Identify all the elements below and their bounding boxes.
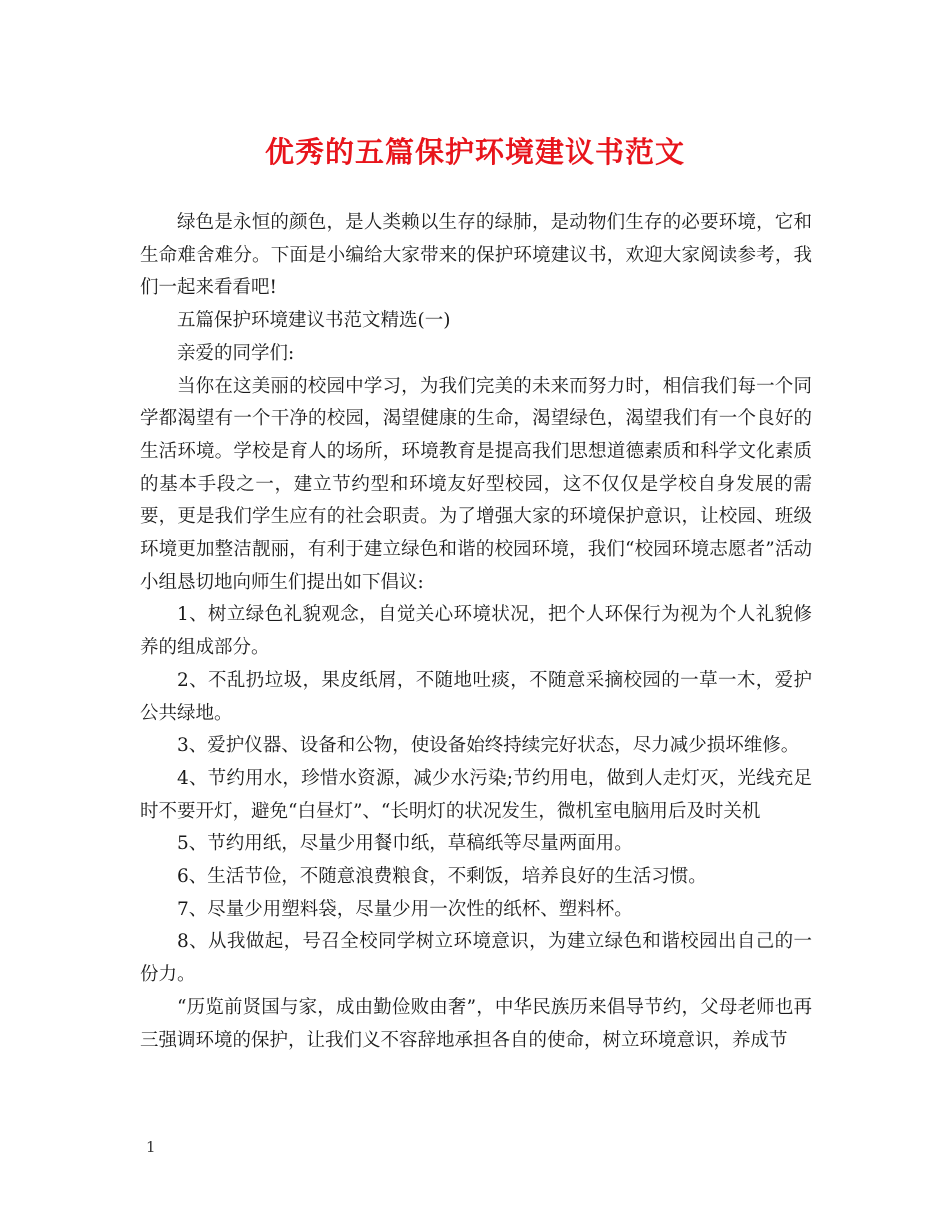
salutation: 亲爱的同学们: bbox=[177, 342, 295, 364]
page-number: 1 bbox=[146, 1138, 156, 1156]
list-item-7: 7、尽量少用塑料袋，尽量少用一次性的纸杯、塑料杯。 bbox=[177, 898, 633, 920]
intro-paragraph: 绿色是永恒的颜色，是人类赖以生存的绿肺，是动物们生存的必要环境，它和生命难舍难分。下面是小编给大家带来的保护环境建议书，欢迎大家阅读参考，我们一起来看看吧! bbox=[140, 212, 812, 299]
list-item-5: 5、节约用纸，尽量少用餐巾纸，草稿纸等尽量两面用。 bbox=[177, 833, 633, 855]
list-item-6: 6、生活节俭，不随意浪费粮食，不剩饭，培养良好的生活习惯。 bbox=[177, 866, 707, 888]
list-item-2: 2、不乱扔垃圾，果皮纸屑，不随地吐痰，不随意采摘校园的一草一木，爱护公共绿地。 bbox=[140, 669, 812, 724]
list-item-4: 4、节约用水，珍惜水资源，减少水污染;节约用电，做到人走灯灭，光线充足时不要开灯，避免“白昼灯”、“长明灯的状况发生，微机室电脑用后及时关机 bbox=[140, 767, 812, 822]
list-item-3: 3、爱护仪器、设备和公物，使设备始终持续完好状态，尽力减少损坏维修。 bbox=[177, 735, 800, 757]
section-heading: 五篇保护环境建议书范文精选(一) bbox=[177, 310, 451, 332]
document-body bbox=[140, 207, 812, 1057]
document-title: 优秀的五篇保护环境建议书范文 bbox=[264, 135, 685, 169]
list-item-8: 8、从我做起，号召全校同学树立环境意识，为建立绿色和谐校园出自己的一份力。 bbox=[140, 931, 812, 986]
list-item-1: 1、树立绿色礼貌观念，自觉关心环境状况，把个人环保行为视为个人礼貌修养的组成部分。 bbox=[140, 604, 812, 659]
body-paragraph: 当你在这美丽的校园中学习，为我们完美的未来而努力时，相信我们每一个同学都渴望有一个干净的校园，渴望健康的生命，渴望绿色，渴望我们有一个良好的生活环境。学校是育人的场所，环境教育是提高我们思想道德素质和科学文化素质的基本手段之一，建立节约型和环境友好型校园，这不仅仅是学校自身发展的需要，更是我们学生应有的社会职责。为了增强大家的环境保护意识，让校园、班级环境更加整洁靓丽，有利于建立绿色和谐的校园环境，我们“校园环境志愿者”活动小组恳切地向师生们提出如下倡议: bbox=[140, 375, 812, 593]
closing-paragraph: “历览前贤国与家，成由勤俭败由奢”，中华民族历来倡导节约，父母老师也再三强调环境的保护，让我们义不容辞地承担各自的使命，树立环境意识，养成节 bbox=[140, 996, 812, 1051]
